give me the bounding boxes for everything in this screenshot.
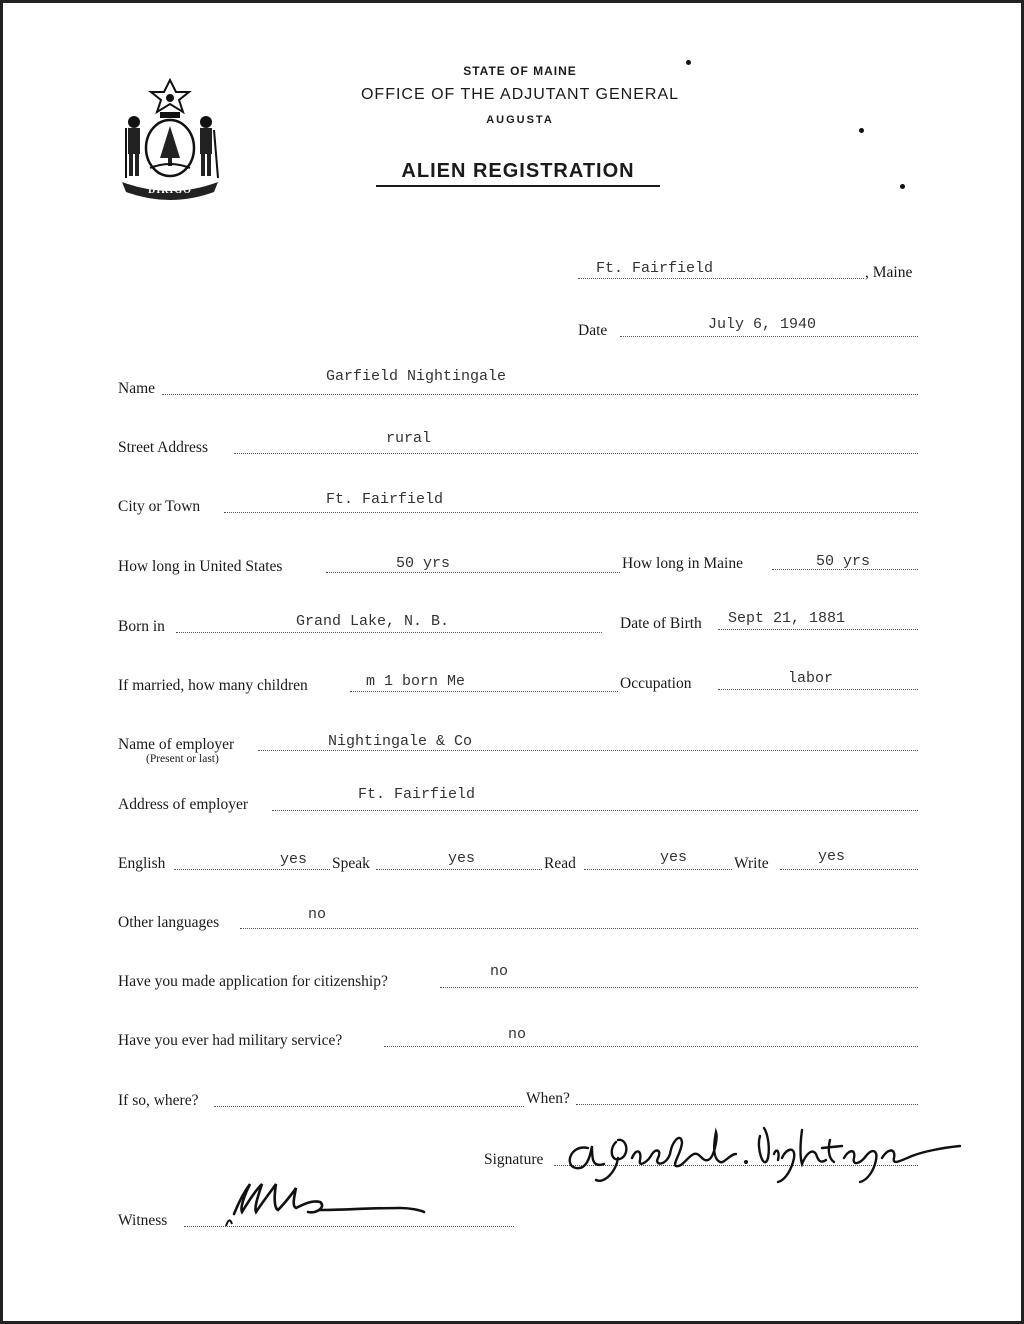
- punch-mark: [900, 184, 905, 189]
- speak-label: Speak: [332, 855, 370, 872]
- dob-line: [718, 629, 918, 630]
- witness-label: Witness: [118, 1212, 168, 1229]
- signature-label: Signature: [484, 1151, 544, 1168]
- english-line: [174, 869, 330, 870]
- employer-label: Name of employer: [118, 736, 235, 753]
- citizenship-label: Have you made application for citizenship?: [118, 973, 388, 990]
- speak-line: [376, 869, 542, 870]
- born-label: Born in: [118, 618, 165, 635]
- born-line: [176, 632, 602, 633]
- street-value: rural: [386, 430, 432, 447]
- maine-value: 50 yrs: [816, 553, 871, 570]
- name-value: Garfield Nightingale: [326, 368, 507, 385]
- place-suffix: , Maine: [865, 264, 913, 281]
- city-heading: AUGUSTA: [486, 114, 554, 126]
- scan-border-top: [0, 0, 1024, 3]
- maine-label: How long in Maine: [622, 555, 743, 572]
- read-value: yes: [660, 849, 688, 866]
- svg-text:DIRIGO: DIRIGO: [148, 185, 192, 196]
- punch-mark: [686, 60, 691, 65]
- place-value: Ft. Fairfield: [596, 260, 714, 277]
- city-value: Ft. Fairfield: [326, 491, 444, 508]
- speak-value: yes: [448, 850, 476, 867]
- write-value: yes: [818, 848, 846, 865]
- us-value: 50 yrs: [396, 555, 451, 572]
- state-heading: STATE OF MAINE: [463, 64, 577, 78]
- date-label: Date: [578, 322, 608, 339]
- city-line: [224, 512, 918, 513]
- english-label: English: [118, 855, 166, 872]
- date-line: [620, 336, 918, 337]
- born-value: Grand Lake, N. B.: [296, 613, 450, 630]
- emp-address-value: Ft. Fairfield: [358, 786, 476, 803]
- write-line: [780, 869, 918, 870]
- punch-mark: [859, 128, 864, 133]
- other-lang-line: [240, 928, 918, 929]
- read-label: Read: [544, 855, 576, 872]
- occupation-label: Occupation: [620, 675, 692, 692]
- english-value: yes: [280, 851, 308, 868]
- children-line: [350, 691, 618, 692]
- children-value: m 1 born Me: [366, 673, 466, 690]
- citizenship-line: [440, 987, 918, 988]
- occupation-line: [718, 689, 918, 690]
- name-label: Name: [118, 380, 156, 397]
- when-line: [576, 1104, 918, 1105]
- occupation-value: labor: [788, 670, 834, 687]
- other-lang-label: Other languages: [118, 914, 220, 931]
- military-label: Have you ever had military service?: [118, 1032, 343, 1049]
- where-label: If so, where?: [118, 1092, 199, 1109]
- dob-value: Sept 21, 1881: [728, 610, 846, 627]
- children-label: If married, how many children: [118, 677, 308, 694]
- emp-address-line: [272, 810, 918, 811]
- other-lang-value: no: [308, 906, 327, 923]
- write-label: Write: [734, 855, 769, 872]
- military-value: no: [508, 1026, 527, 1043]
- applicant-signature: [560, 1118, 976, 1190]
- witness-signature: [220, 1174, 430, 1230]
- military-line: [384, 1046, 918, 1047]
- where-line: [214, 1106, 524, 1107]
- street-line: [234, 453, 918, 454]
- employer-line: [258, 750, 918, 751]
- read-line: [584, 869, 732, 870]
- dob-label: Date of Birth: [620, 615, 702, 632]
- scan-border-left: [0, 0, 3, 1324]
- street-label: Street Address: [118, 439, 208, 456]
- us-label: How long in United States: [118, 558, 283, 575]
- employer-value: Nightingale & Co: [328, 733, 473, 750]
- city-label: City or Town: [118, 498, 201, 515]
- seal-motto: [116, 78, 224, 200]
- employer-sublabel: (Present or last): [146, 753, 219, 765]
- place-line: [578, 278, 864, 279]
- date-value: July 6, 1940: [708, 316, 817, 333]
- citizenship-value: no: [490, 963, 509, 980]
- us-line: [326, 572, 620, 573]
- emp-address-label: Address of employer: [118, 796, 248, 813]
- when-label: When?: [526, 1090, 570, 1107]
- office-heading: OFFICE OF THE ADJUTANT GENERAL: [360, 86, 680, 103]
- form-title: ALIEN REGISTRATION: [376, 160, 660, 187]
- name-line: [162, 394, 918, 395]
